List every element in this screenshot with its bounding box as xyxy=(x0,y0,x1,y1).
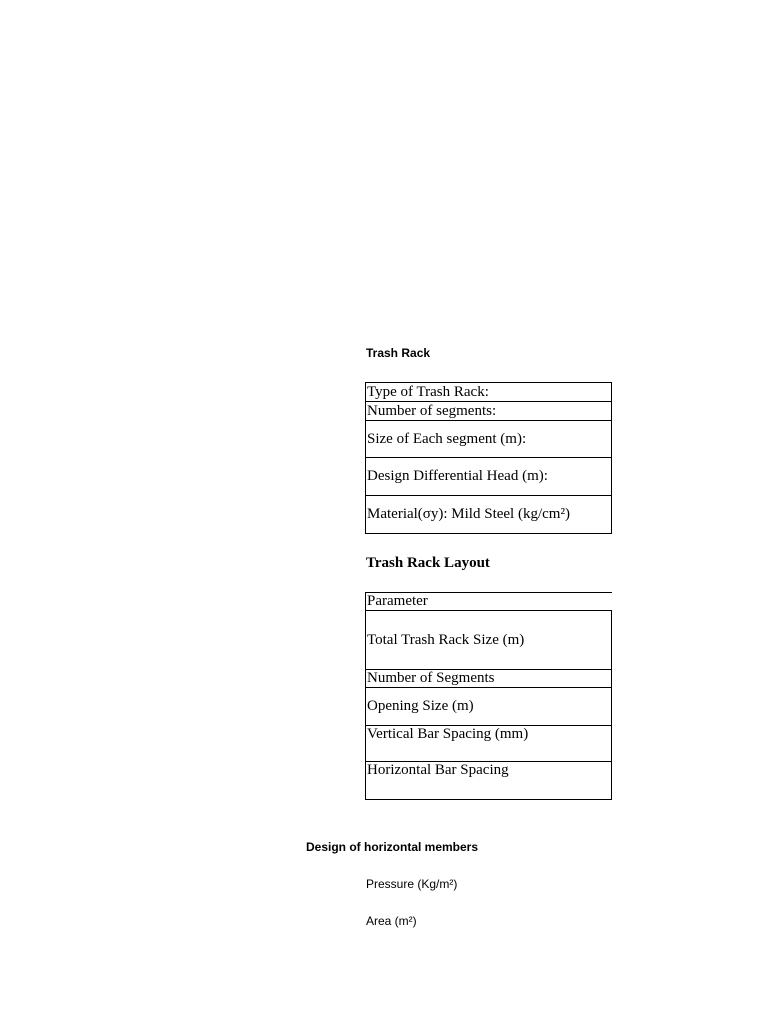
table-row xyxy=(366,762,612,800)
table-row xyxy=(366,611,612,670)
table-cell: Material(σy): Mild Steel (kg/cm²) xyxy=(366,496,612,534)
table-row xyxy=(366,402,612,421)
trash-rack-layout-table xyxy=(365,592,612,800)
table-row xyxy=(366,383,612,402)
table-cell: Design Differential Head (m): xyxy=(366,458,612,496)
table-header-cell: Parameter xyxy=(366,593,612,611)
pressure-label: Pressure (Kg/m²) xyxy=(366,877,458,891)
table-cell: Opening Size (m) xyxy=(366,688,612,726)
table-row xyxy=(366,688,612,726)
section-title-trash-rack: Trash Rack xyxy=(366,346,431,360)
table-cell: Horizontal Bar Spacing xyxy=(366,762,612,800)
table-row xyxy=(366,496,612,534)
table-row xyxy=(366,421,612,458)
table-cell: Total Trash Rack Size (m) xyxy=(366,611,612,670)
table-cell: Size of Each segment (m): xyxy=(366,421,612,458)
section-title-horizontal-members: Design of horizontal members xyxy=(306,840,479,854)
table-cell: Type of Trash Rack: xyxy=(366,383,612,402)
table-row xyxy=(366,726,612,762)
table-row xyxy=(366,670,612,688)
trash-rack-table xyxy=(365,382,612,534)
table-cell: Number of Segments xyxy=(366,670,612,688)
table-cell: Vertical Bar Spacing (mm) xyxy=(366,726,612,762)
table-header-row xyxy=(366,593,612,611)
table-row xyxy=(366,458,612,496)
section-title-trash-rack-layout: Trash Rack Layout xyxy=(366,555,490,571)
table-cell: Number of segments: xyxy=(366,402,612,421)
area-label: Area (m²) xyxy=(366,914,417,928)
